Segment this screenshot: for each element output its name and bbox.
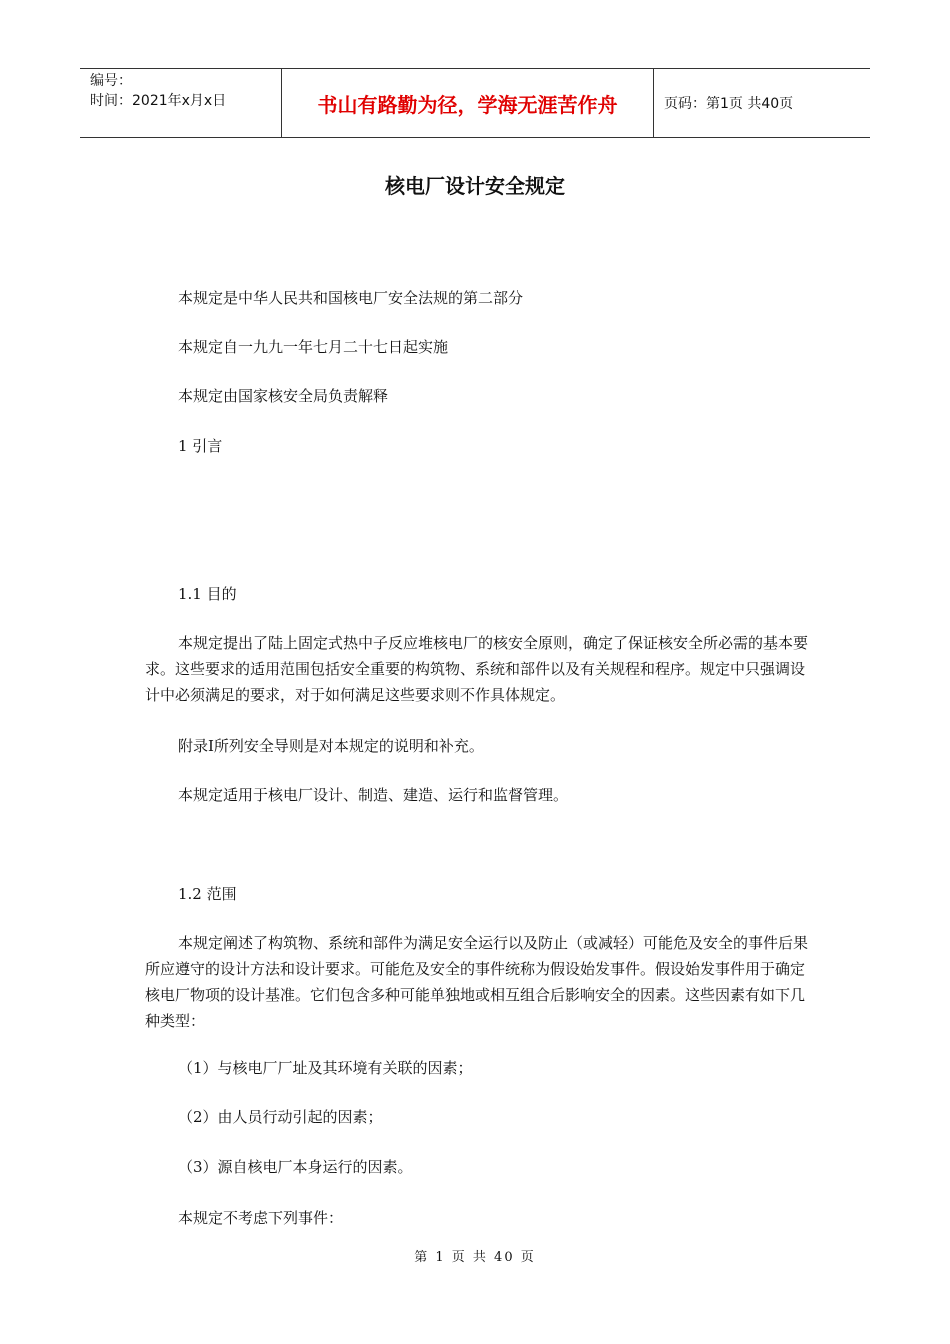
page-footer: 第 1 页 共 40 页 — [414, 1250, 536, 1265]
paragraph: 本规定自一九九一年七月二十七日起实施 — [178, 338, 449, 356]
list-item: （2）由人员行动引起的因素； — [178, 1108, 383, 1126]
section-heading: 1 引言 — [178, 437, 223, 455]
list-item: （3）源自核电厂本身运行的因素。 — [178, 1158, 413, 1176]
section-heading: 1.2 范围 — [178, 885, 237, 903]
header-meta — [80, 69, 281, 137]
document-number-label: 编号： — [90, 73, 132, 89]
document-title: 核电厂设计安全规定 — [385, 174, 565, 198]
header-page-number: 页码：第1页 共40页 — [664, 96, 794, 112]
list-item: （1）与核电厂厂址及其环境有关联的因素； — [178, 1059, 473, 1077]
paragraph: 本规定不考虑下列事件： — [178, 1209, 344, 1227]
header-motto: 书山有路勤为径，学海无涯苦作舟 — [281, 69, 654, 137]
paragraph: 本规定提出了陆上固定式热中子反应堆核电厂的核安全原则，确定了保证核安全所必需的基本要求。这些要求的适用范围包括安全重要的构筑物、系统和部件以及有关规程和程序。规定中只强调设计中必须满足的要求，对于如何满足这些要求则不作具体规定。 — [145, 634, 809, 704]
paragraph: 本规定由国家核安全局负责解释 — [178, 387, 389, 405]
header-table — [80, 68, 870, 138]
paragraph: 附录I所列安全导则是对本规定的说明和补充。 — [178, 737, 484, 755]
paragraph: 本规定阐述了构筑物、系统和部件为满足安全运行以及防止（或减轻）可能危及安全的事件后果所应遵守的设计方法和设计要求。可能危及安全的事件统称为假设始发事件。假设始发事件用于确定核电厂物项的设计基准。它们包含多种可能单独地或相互组合后影响安全的因素。这些因素有如下几种类型： — [145, 934, 809, 1030]
paragraph: 本规定适用于核电厂设计、制造、建造、运行和监督管理。 — [178, 786, 569, 804]
section-heading: 1.1 目的 — [178, 585, 237, 603]
paragraph: 本规定是中华人民共和国核电厂安全法规的第二部分 — [178, 289, 524, 307]
document-time-label: 时间：2021年x月x日 — [90, 93, 227, 109]
